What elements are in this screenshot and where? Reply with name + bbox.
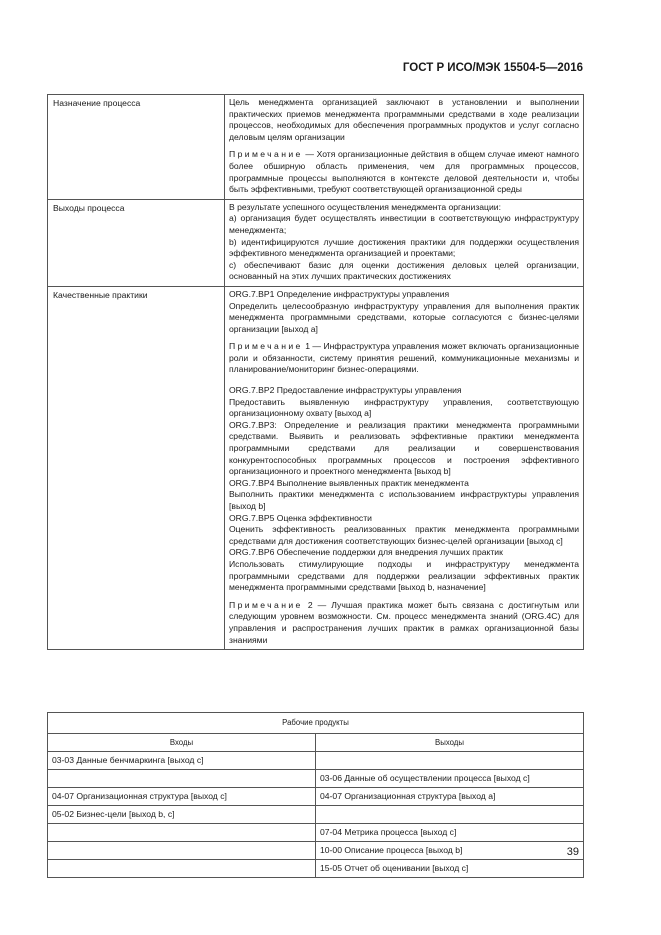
table-row [48,824,584,842]
page-number: 39 [566,846,579,858]
note-text: 2 — Лучшая практика может быть связана с достигнутым или следующим уровнем возможности. См. процесс менеджмента знаний (ORG.4C) для управления и распространения лучших практик в рамках организационной базы знаниями [229,599,579,645]
note-label: Примечание [229,341,303,352]
practice-text: Предоставить выявленную инфраструктуру управления, соответствующую организационному охвату [выход a] [229,396,579,419]
work-products-title: Рабочие продукты [48,713,584,734]
input-cell: 05-02 Бизнес-цели [выход b, c] [48,806,316,824]
table-row [48,806,584,824]
outputs-header: Выходы [316,734,584,752]
practice-text: Использовать стимулирующие подходы и инфраструктуру менеджмента программными средствами для поддержки реализации эффективных практик менеджмента программными средствами [выход b, назначение] [229,558,579,593]
row-label: Назначение процесса [48,95,225,200]
note-paragraph [229,600,579,646]
row-content [225,95,584,200]
row-label: Выходы процесса [48,199,225,286]
outcome-line: с) обеспечивают базис для оценки достижения деловых целей организации, основанный на этих лучших практических достижениях [229,259,579,282]
output-cell: 04-07 Организационная структура [выход a] [316,788,584,806]
input-cell: 04-07 Организационная структура [выход c] [48,788,316,806]
input-cell: 03-03 Данные бенчмаркинга [выход c] [48,752,316,770]
practice-text: ORG.7.BP3: Определение и реализация практики менеджмента программными средствами. Выявить и реализовать эффективные практики менеджмента программными средствами для реализации и совершенствования конкурентоспособных программных процессов и построения эффективного организационного и проектного менеджмента [выход b] [229,419,579,477]
output-cell [316,752,584,770]
table-row [48,286,584,649]
input-cell [48,770,316,788]
outcome-line: В результате успешного осуществления менеджмента организации: [229,201,501,212]
practice-title: ORG.7.BP4 Выполнение выявленных практик менеджмента [229,477,469,488]
table-row [48,95,584,200]
input-cell [48,842,316,860]
table-row [48,842,584,860]
table-row [48,770,584,788]
outcome-line: b) идентифицируются лучшие достижения практики для поддержки осуществления эффективного менеджмента организацией и проектами; [229,236,579,259]
practice-text: Выполнить практики менеджмента с использованием инфраструктуры управления [выход b] [229,489,579,511]
table-row [48,752,584,770]
table-row [48,734,584,752]
note-label: Примечание [229,599,303,610]
practice-title: ORG.7.BP1 Определение инфраструктуры управления [229,288,450,299]
output-cell [316,806,584,824]
table-row [48,788,584,806]
table-row [48,860,584,878]
output-cell: 03-06 Данные об осуществлении процесса [выход c] [316,770,584,788]
practice-title: ORG.7.BP6 Обеспечение поддержки для внедрения лучших практик [229,547,503,558]
document-header: ГОСТ Р ИСО/МЭК 15504-5—2016 [402,62,583,74]
table-row [48,199,584,286]
table-row [48,713,584,734]
output-cell: 07-04 Метрика процесса [выход c] [316,824,584,842]
practice-title: ORG.7.BP5 Оценка эффективности [229,512,372,523]
practice-text: Определить целесообразную инфраструктуру управления для выполнения практик менеджмента программными средствами, которые согласуются с бизнес-целями организации [выход a] [229,300,579,334]
output-cell: 10-00 Описание процесса [выход b] [316,842,584,860]
input-cell [48,824,316,842]
row-content [225,286,584,649]
work-products-table [47,712,584,878]
process-table [47,94,584,650]
inputs-header: Входы [48,734,316,752]
row-content [225,199,584,286]
practice-text: Оценить эффективность реализованных практик менеджмента программными средствами для достижения соответствующих бизнес-целей организации [выход c] [229,524,579,546]
note-paragraph [229,149,579,195]
outcome-line: а) организация будет осуществлять инвестиции в соответствующую инфраструктуру менеджмента; [229,213,579,235]
note-text: — Хотя организационные действия в общем случае имеют намного более обширную область применения, чем для программных процессов, программные процессы выполняются в контексте деловой деятельности и, чтобы быть эффективными, требуют соответствующей организационной среды [229,149,580,195]
input-cell [48,860,316,878]
note-paragraph [229,341,579,376]
note-label: Примечание [229,149,303,160]
output-cell: 15-05 Отчет об оценивании [выход c] [316,860,584,878]
row-label: Качественные практики [48,286,225,649]
practice-title: ORG.7.BP2 Предоставление инфраструктуры управления [229,385,462,396]
note-text: 1 — Инфраструктура управления может включать организационные роли и обязанности, систему принятия решений, коммуникационные механизмы и планирование/мониторинг бизнес-операциями. [229,341,579,375]
purpose-text: Цель менеджмента организацией заключают в установлении и выполнении практических приемов менеджмента программными средствами в ходе реализации процессов, необходимых для обеспечения программных продуктов и услуг согласно деловым целям организации [229,97,579,142]
